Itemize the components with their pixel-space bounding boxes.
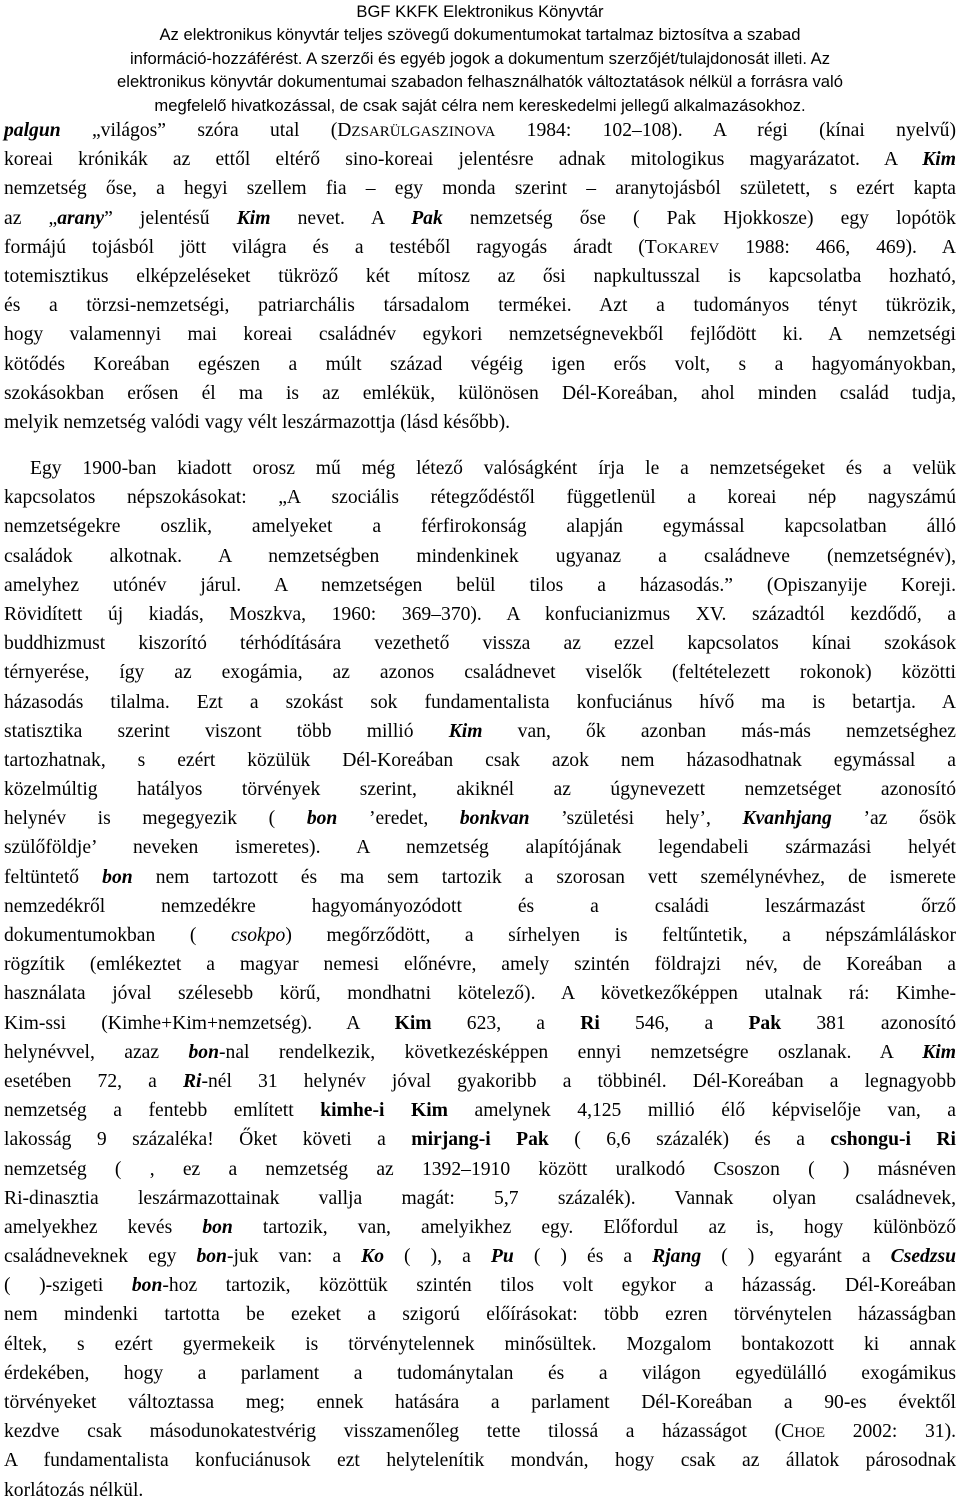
text-run: kimhe-i Kim — [320, 1100, 448, 1122]
text-line — [4, 746, 956, 775]
text-run: amelyekhez kevés — [4, 1216, 203, 1238]
text-run: ZSARÜLGASZINOVA — [351, 124, 496, 140]
text-line — [4, 979, 956, 1008]
text-run: amelynek 4,125 millió élő képviselője van, a — [448, 1100, 956, 1122]
text-line — [4, 1155, 956, 1184]
text-run: ( )-szigeti — [4, 1275, 132, 1297]
header-line: Az elektronikus könyvtár teljes szövegű dokumentumokat tartalmaz biztosítva a szabad — [159, 25, 801, 45]
text-line — [4, 291, 956, 320]
text-run: ” jelentésű — [104, 207, 237, 229]
text-run: Kim — [922, 149, 956, 171]
text-run: tartozik, van, amelyikhez egy. Előfordul az is, hogy különböző — [232, 1216, 956, 1238]
text-line — [4, 379, 956, 408]
text-run: feltüntető — [4, 866, 103, 888]
text-run: koreai krónikák az ettől eltérő sino-koreai jelentésre adnak mitologikus magyarázatot. A — [4, 149, 923, 171]
text-run: hogy valamennyi mai koreai családnév egykori nemzetségnevekből fejlődött ki. A nemzetségi — [4, 324, 956, 346]
text-run: Ri — [182, 1070, 202, 1092]
text-line — [4, 204, 956, 233]
text-line — [4, 629, 956, 658]
text-line — [4, 1009, 956, 1038]
text-run: ’eredet, — [337, 808, 460, 830]
text-run: Ri — [580, 1012, 600, 1034]
text-run: Kim — [922, 1041, 956, 1063]
text-run: 1988: 466, 469). A — [719, 236, 956, 258]
text-line — [4, 350, 956, 379]
text-run: arany — [57, 207, 105, 229]
text-run: családok alkotnak. A nemzetségben mindenkinek ugyanaz a családneve (nemzetségnév), — [4, 545, 956, 567]
text-run: használata jóval szélesebb körű, mondhatni kötelező). A következőképpen utalnak rá: Kimhe- — [4, 983, 956, 1005]
text-run: A fundamentalista konfuciánusok ezt helytelenítik mondván, hogy csak az állatok párosodnak — [4, 1450, 956, 1472]
paragraph-2 — [4, 454, 956, 1505]
text-run: Ri-dinasztia leszármazottainak vallja magát: 5,7 százalék). Vannak olyan családnevek, — [4, 1187, 956, 1209]
text-line — [4, 483, 956, 512]
text-run: 623, a — [431, 1012, 581, 1034]
text-line — [4, 688, 956, 717]
text-run: formájú tojásból jött világra és a testéből ragyogás áradt (T — [4, 236, 657, 258]
text-run: térnyerése, így az exogámia, az azonos családnevet viselők (feltételezett rokonok) közötti — [4, 662, 956, 684]
text-line — [4, 1067, 956, 1096]
text-run: Egy 1900-ban kiadott orosz mű még létező valóságként írja le a nemzetségeket és a velük — [30, 458, 956, 479]
text-run: cshongu-i Ri — [830, 1129, 956, 1151]
text-run: helynév is megegyezik ( — [4, 808, 307, 830]
text-run: Kim — [236, 207, 271, 229]
text-line — [4, 833, 956, 862]
text-run: lakosság 9 százaléka! Őket követi a — [4, 1129, 412, 1151]
text-line — [4, 1213, 956, 1242]
text-line — [4, 950, 956, 979]
text-run: 546, a — [599, 1012, 749, 1034]
text-line — [4, 1330, 956, 1359]
text-run: amelyhez utónév járul. A nemzetségen belül tilos a házasodás.” (Opiszanyije Koreji. — [4, 574, 956, 596]
text-line — [4, 658, 956, 687]
text-run: -hoz tartozik, közöttük szintén tilos volt egykor a házasság. Dél-Koreában — [162, 1275, 956, 1297]
text-line — [4, 1359, 956, 1388]
text-run: Pak — [748, 1012, 782, 1034]
text-run: Kim-ssi (Kimhe+Kim+nemzetség). A — [4, 1012, 395, 1034]
text-run: helynévvel, azaz — [4, 1041, 189, 1063]
text-run: bon — [306, 808, 338, 830]
text-line — [4, 145, 956, 174]
text-run: van, ők azonban más-más nemzetséghez — [482, 720, 956, 742]
text-run: korlátozás nélkül. — [4, 1479, 144, 1501]
text-run: -juk van: a — [226, 1246, 362, 1268]
text-run: nemzetség ( , ez a nemzetség az 1392–1910 között uralkodó Csoszon ( ) másnéven — [4, 1158, 956, 1180]
text-run: nemzetség a fentebb említett — [4, 1100, 321, 1122]
text-run: dokumentumokban ( — [4, 925, 231, 946]
text-line — [4, 1417, 956, 1446]
text-line — [4, 320, 956, 349]
text-line — [4, 512, 956, 541]
text-run: kapcsolatos népszokásokat: „A szociális rétegződéstől függetlenül a koreai nép nagyszámú — [4, 487, 956, 509]
header-line: BGF KKFK Elektronikus Könyvtár — [356, 2, 604, 21]
text-run: statisztika szerint viszont több millió — [4, 720, 449, 742]
text-run: 2002: 31). — [825, 1421, 956, 1443]
text-run: Rjang — [652, 1246, 702, 1268]
text-run: bon — [196, 1246, 227, 1268]
text-run: közelmúltig hatályos törvények szerint, akiknél az úgynevezett nemzetséget azonosító — [4, 779, 956, 801]
text-run: -nal rendelkezik, következésképpen ennyi nemzetségre oszlanak. A — [219, 1041, 923, 1063]
text-run: OKAREV — [656, 240, 720, 257]
text-run: bonkvan — [459, 808, 530, 830]
text-line — [4, 233, 956, 262]
text-line — [4, 262, 956, 291]
text-run: bon — [102, 866, 133, 888]
header-line: elektronikus könyvtár dokumentumai szabadon felhasználhatók változtatások nélkül a forrásra való — [117, 72, 843, 92]
text-line — [4, 454, 956, 483]
text-line — [4, 174, 956, 203]
text-line — [4, 542, 956, 571]
text-run: csokpo — [230, 925, 286, 946]
text-run: esetében 72, a — [4, 1070, 183, 1092]
text-run: nemzetség őse, a hegyi szellem fia – egy monda szerint – aranytojásból született, s ezért kapta — [4, 178, 956, 200]
text-line — [4, 1125, 956, 1154]
text-run: -nél 31 helynév jóval gyakoribb a többinél. Dél-Koreában a legnagyobb — [201, 1070, 956, 1092]
text-run: nem tartozott és ma sem tartozik a szorosan vett személynévhez, de ismerete — [132, 866, 956, 888]
text-run: HOE — [794, 1425, 826, 1442]
text-run: totemisztikus elképzeléseket tükröző két mítosz az ősi napkultusszal is kapcsolatba hozható, — [4, 265, 956, 287]
text-run: nemzetség őse ( Pak Hjokkosze) egy lopótök — [442, 207, 956, 229]
text-run: ’születési hely’, — [529, 808, 743, 830]
text-run: az „ — [4, 207, 58, 229]
text-run: melyik nemzetség valódi vagy vélt leszármazottja (lásd később). — [4, 411, 511, 433]
text-run: „világos” szóra utal (D — [60, 120, 352, 141]
library-header — [0, 0, 960, 117]
text-run: kezdve csak másodunokatestvérig visszamenőleg tette tilossá a házasságot (C — [4, 1421, 795, 1443]
text-run: nemzedékről nemzedékre hagyományozódott és a családi leszármazást őrző — [4, 895, 956, 917]
text-run: ) megőrződött, a sírhelyen is feltűntetik, a népszámláláskor — [285, 925, 957, 946]
text-run: 1984: 102–108). A régi (kínai nyelvű) — [495, 120, 957, 141]
text-run: rögzítik (emlékeztet a magyar nemesi előnévre, amely szintén földrajzi név, de Koreában a — [4, 954, 956, 976]
text-line — [4, 1096, 956, 1125]
text-run: szokásokban erősen él ma is az emlékük, különösen Dél-Koreában, ahol minden család tudja, — [4, 382, 956, 404]
header-line: megfelelő hivatkozással, de csak saját célra nem kereskedelmi jellegű alkalmazásokhoz. — [154, 95, 806, 115]
text-line — [4, 863, 956, 892]
text-line — [4, 600, 956, 629]
text-run: buddhizmust kiszorító térhódítására vezethető vissza az ezzel kapcsolatos kínai szokások — [4, 633, 956, 655]
text-line — [4, 408, 956, 437]
text-run: törvényeket változtassa meg; ennek hatására a parlament Dél-Koreában a 90-es évektől — [4, 1392, 956, 1413]
text-run: szülőföldje’ neveken ismeretes). A nemzetség alapítójának legendabeli származási helyét — [4, 837, 956, 859]
text-run: Pu — [490, 1246, 514, 1268]
text-run: és a törzsi-nemzetségi, patriarchális társadalom termékei. Azt a tudományos tényt tükrözik, — [4, 295, 956, 317]
text-run: Kim — [394, 1012, 432, 1034]
text-run: Kim — [448, 720, 483, 742]
text-run: Ko — [361, 1246, 384, 1268]
text-line — [4, 892, 956, 921]
text-line — [4, 1184, 956, 1213]
text-run: tartozhatnak, s ezért közülük Dél-Koreában csak azok nem házasodhatnak egymással a — [4, 749, 956, 771]
text-run: érdekében, hogy a parlament a tudománytalan és a világon egyedülálló exogámikus — [4, 1362, 956, 1384]
text-line — [4, 775, 956, 804]
text-run: ( ) egyaránt a — [701, 1246, 891, 1268]
text-line — [4, 717, 956, 746]
text-run: mirjang-i Pak — [411, 1129, 549, 1151]
text-run: ( ), a — [384, 1246, 491, 1268]
text-run: nem mindenki tartotta be ezeket a szigorú előírásokat: több ezren törvénytelen házasságban — [4, 1304, 956, 1326]
text-run: kötődés Koreában egészen a múlt század végéig igen erős volt, s a hagyományokban, — [4, 353, 956, 375]
text-run: Csedzsu — [890, 1246, 956, 1268]
text-line — [4, 804, 956, 833]
text-run: 381 azonosító — [781, 1012, 957, 1034]
text-run: ( ) és a — [513, 1246, 653, 1268]
text-line — [4, 1300, 956, 1329]
text-run: ( 6,6 százalék) és a — [548, 1129, 831, 1151]
text-run: bon — [131, 1275, 163, 1297]
text-line — [4, 116, 956, 145]
text-run: Pak — [411, 207, 443, 229]
text-run: Rövidített új kiadás, Moszkva, 1960: 369–370). A konfucianizmus XV. századtól kezdődő, a — [4, 603, 956, 625]
text-run: házasodás tilalma. Ezt a szokást sok fundamentalista konfuciánus hívő ma is betartja. A — [4, 691, 956, 713]
text-run: bon — [188, 1041, 219, 1063]
text-line — [4, 921, 956, 950]
header-line: információ-hozzáférést. A szerzői és egyéb jogok a dokumentum szerzőjét/tulajdonosát illeti. Az — [129, 48, 831, 68]
text-line — [4, 1446, 956, 1475]
text-run: nevet. A — [270, 207, 412, 229]
text-line — [4, 1242, 956, 1271]
paragraph-1 — [4, 116, 956, 437]
text-run: Kvanhjang — [742, 808, 832, 830]
text-run: családneveknek egy — [4, 1246, 197, 1268]
text-run: ’az ősök — [831, 808, 957, 830]
text-line — [4, 1388, 956, 1417]
text-line — [4, 571, 956, 600]
text-line — [4, 1476, 956, 1505]
text-run: nemzetségekre oszlik, amelyeket a férfirokonság alapján egymással kapcsolatban álló — [4, 516, 956, 538]
text-run: palgun — [4, 120, 61, 141]
text-run: éltek, s ezért gyermekeik is törvénytelennek minősültek. Mozgalom bontakozott ki annak — [4, 1333, 956, 1355]
text-run: bon — [202, 1216, 233, 1238]
text-line — [4, 1271, 956, 1300]
text-line — [4, 1038, 956, 1067]
